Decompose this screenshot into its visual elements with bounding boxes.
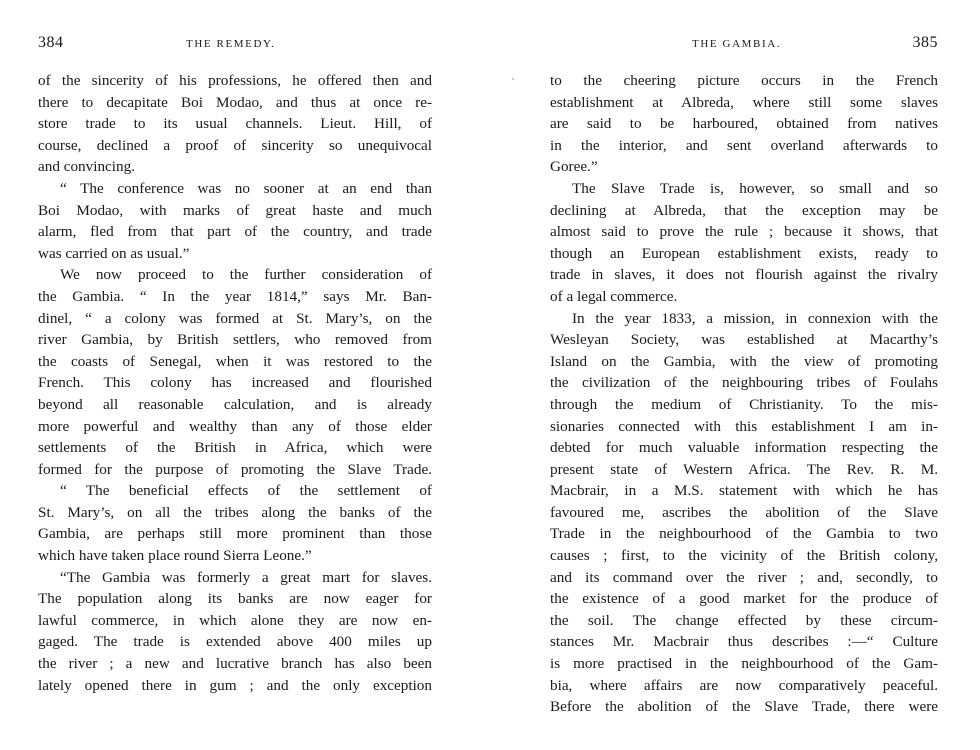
right-page [550,0,938,750]
text-line: the Gambia. “ In the year 1814,” says Mr. Ban- [38,287,432,305]
text-line: through the medium of Christianity. To the mis- [550,395,938,413]
text-line: trade in slaves, it does not flourish against the rivalry [550,266,938,284]
text-line: river Gambia, by British settlers, who removed from [38,331,432,349]
left-body-text [38,70,432,696]
text-line: there to decapitate Boi Modao, and thus at once re- [38,93,432,111]
text-line: and convincing. [38,158,136,176]
gutter-speck [512,78,514,80]
right-page-number: 385 [912,34,938,51]
text-line: In the year 1833, a mission, in connexion with the [572,309,938,327]
text-line: and its command over the river ; and, secondly, to [550,568,938,586]
text-line: Goree.” [550,158,598,176]
text-line: store trade to its usual channels. Lieut. Hill, of [38,115,432,133]
right-body-text [550,70,938,718]
text-line: are said to be harboured, obtained from natives [550,115,938,133]
text-line: We now proceed to the further consideration of [60,266,432,284]
text-line: Wesleyan Society, was established at Macarthy’s [550,331,938,349]
text-line: favoured me, ascribes the abolition of the Slave [550,503,938,521]
text-line: Gambia, are perhaps still more prominent than those [38,525,432,543]
text-line: stances Mr. Macbrair thus describes :—“ Culture [550,633,938,651]
right-running-title: THE GAMBIA. [692,38,782,50]
text-line: is more practised in the neighbourhood of the Gam- [550,655,938,673]
left-running-head [38,34,432,54]
text-line: of the sincerity of his professions, he offered then and [38,72,432,89]
text-line: course, declined a proof of sincerity so unequivocal [38,136,432,154]
text-line: Macbrair, in a M.S. statement with which he has [550,482,938,500]
left-page-number: 384 [38,34,64,51]
text-line: which have taken place round Sierra Leone.” [38,547,312,565]
text-line: The Slave Trade is, however, so small and so [572,179,938,197]
text-line: was carried on as usual.” [38,244,190,262]
text-line: dinel, “ a colony was formed at St. Mary’s, on the [38,309,432,327]
text-line: alarm, fled from that part of the country, and trade [38,223,432,241]
text-line: formed for the purpose of promoting the Slave Trade. [38,460,432,478]
text-line: Island on the Gambia, with the view of promoting [550,352,938,370]
text-line: the coasts of Senegal, when it was restored to the [38,352,432,370]
text-line: Before the abolition of the Slave Trade, there were [550,698,938,716]
text-line: lawful commerce, in which alone they are now en- [38,611,432,629]
text-line: “ The beneficial effects of the settlement of [60,482,432,500]
text-line: the river ; a new and lucrative branch has also been [38,655,432,673]
right-running-head [550,34,938,54]
text-line: of a legal commerce. [550,287,678,305]
text-line: “ The conference was no sooner at an end than [60,179,432,197]
text-line: The population along its banks are now eager for [38,590,432,608]
text-line: Boi Modao, with marks of great haste and much [38,201,432,219]
text-line: the existence of a good market for the produce of [550,590,938,608]
text-line: St. Mary’s, on all the tribes along the banks of the [38,503,432,521]
text-line: French. This colony has increased and flourished [38,374,432,392]
text-line: declining at Albreda, that the exception may be [550,201,938,219]
text-line: bia, where affairs are now comparatively peaceful. [550,676,938,694]
left-running-title: THE REMEDY. [186,38,276,50]
text-line: Trade in the neighbourhood of the Gambia to two [550,525,938,543]
text-line: though an European establishment exists, ready to [550,244,938,262]
text-line: “The Gambia was formerly a great mart for slaves. [60,568,432,586]
left-page [38,0,432,750]
text-line: to the cheering picture occurs in the French [550,72,938,89]
text-line: lately opened there in gum ; and the only exception [38,676,432,694]
text-line: the civilization of the neighbouring tribes of Foulahs [550,374,938,392]
text-line: almost said to prove the rule ; because it shows, that [550,223,938,241]
text-line: gaged. The trade is extended above 400 miles up [38,633,432,651]
text-line: debted for much valuable information respecting the [550,439,938,457]
text-line: the soil. The change effected by these circum- [550,611,938,629]
text-line: beyond all reasonable calculation, and is already [38,395,432,413]
text-line: establishment at Albreda, where still some slaves [550,93,938,111]
text-line: present state of Western Africa. The Rev. R. M. [550,460,938,478]
text-line: causes ; first, to the vicinity of the British colony, [550,547,938,565]
text-line: more powerful and wealthy than any of those elder [38,417,432,435]
text-line: in the interior, and sent overland afterwards to [550,136,938,154]
text-line: sionaries connected with this establishment I am in- [550,417,938,435]
text-line: settlements of the British in Africa, which were [38,439,432,457]
